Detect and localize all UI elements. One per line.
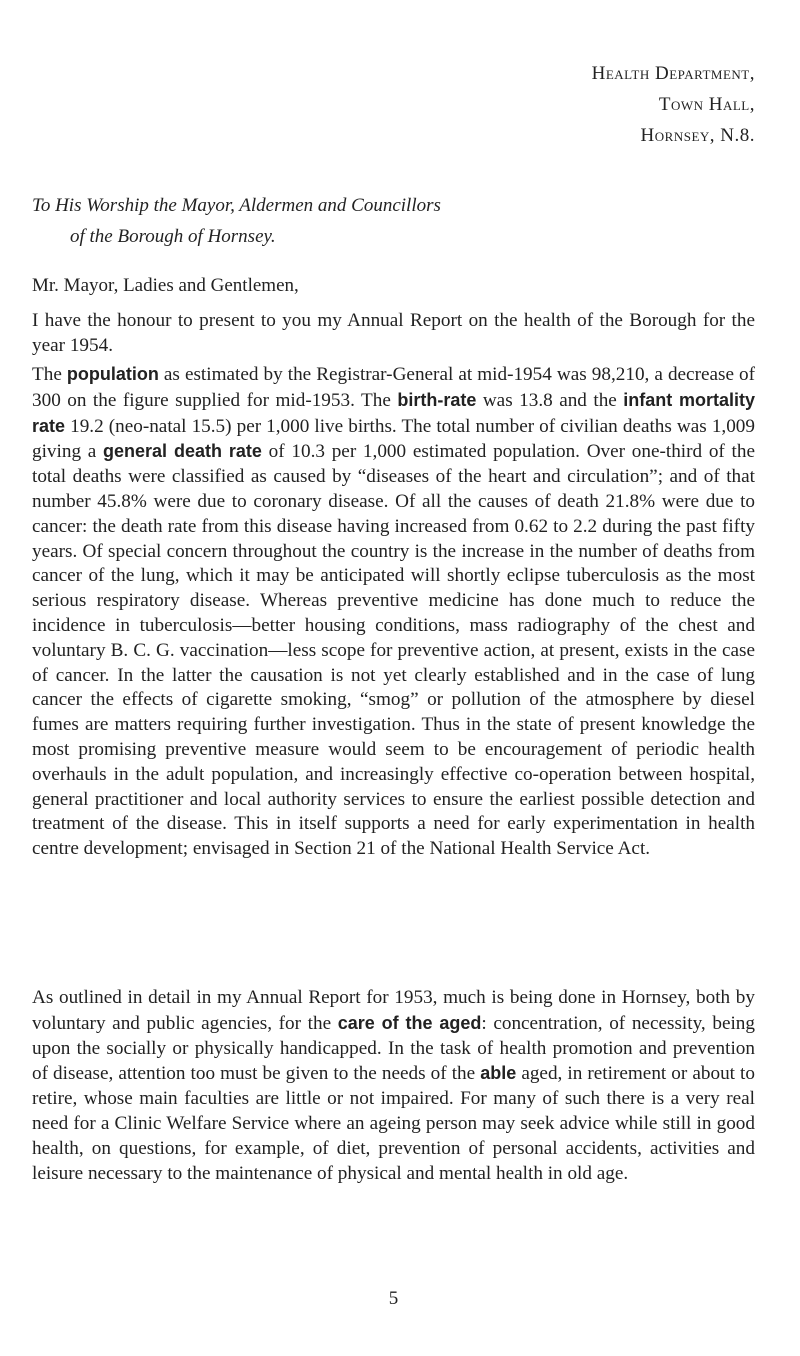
greeting: Mr. Mayor, Ladies and Gentlemen, [32, 275, 299, 296]
text-span: as estimated by the Registrar-General at mid-1954 was 98,210, a decrease of 300 on the figure supplied for mid-1953. The [32, 364, 756, 411]
bold-term-care-of-the-aged: care of the aged [337, 1012, 482, 1033]
text-span: The [32, 364, 67, 385]
addressee [32, 190, 441, 252]
addressee-line-2: of the Borough of Hornsey. [70, 226, 276, 247]
paragraph-introduction: I have the honour to present to you my Annual Report on the health of the Borough for the year 1954. [32, 310, 755, 356]
addressee-line-1: To His Worship the Mayor, Aldermen and Councillors [32, 195, 441, 216]
text-span: was 13.8 and the [476, 389, 624, 411]
bold-term-able: able [480, 1063, 517, 1084]
text-span: 19.2 (neo-natal 15.5) per 1,000 live births. The total number of civilian deaths was 1,009 giving a [32, 415, 755, 463]
bold-term-population: population [66, 364, 159, 384]
sender-address [592, 58, 755, 151]
text-span: of 10.3 per 1,000 estimated population. Over one-third of the total deaths were classified as caused by “diseases of the heart and circulation”; and of that number 45.8% were due to coronary disease. Of all the causes of death 21.8% were due to cancer: the death rate from this disease having increased from 0.62 to 2.2 during the past fifty years. Of special concern throughout the country is the increase in the number of deaths from cancer of the lung, which it may be anticipated will shortly eclipse tuberculosis as the most serious respiratory disease. Whereas preventive medicine has done much to reduce the incidence in tuberculosis—better housing conditions, mass radiography of the chest and voluntary B. C. G. vaccination—less scope for preventive action, at present, exists in the case of cancer. In the latter the causation is not yet clearly established and in the case of lung cancer the effects of cigarette smoking, “smog” or pollution of the atmosphere by diesel fumes are matters requiring further investigation. Thus in the state of present knowledge the most promising preventive measure would seem to be encouragement of periodic health overhauls in the adult population, and increasingly effective co-operation between hospital, general practitioner and local authority services to ensure the earliest possible detection and treatment of the disease. This in itself supports a need for early experimentation in health centre development; envisaged in Section 21 of the National Health Service Act. [32, 441, 755, 860]
text-span: aged, in retirement or about to retire, whose main faculties are little or not impaired. For many of such there is a very real need for a Clinic Welfare Service where an ageing person may seek advice while still in good health, on questions, for example, of diet, prevention of personal accidents, activities and leisure necessary to the maintenance of physical and mental health in old age. [32, 1063, 755, 1184]
bold-term-general-death-rate: general death rate [103, 441, 262, 462]
bold-term-infant-mortality-rate: infant mortality rate [32, 389, 755, 436]
address-line-2: Town Hall, [658, 94, 755, 115]
page-number: 5 [388, 1288, 399, 1309]
text-span: : concentration, of necessity, being upon the socially or physically handicapped. In the task of health promotion and prevention of disease, attention too must be given to the needs of the [32, 1012, 755, 1085]
paragraph-vital-statistics [32, 362, 755, 862]
text-span: As outlined in detail in my Annual Report for 1953, much is being done in Hornsey, both by voluntary and public agencies, for the [32, 987, 755, 1034]
address-line-3: Hornsey, N.8. [640, 125, 755, 146]
paragraph-care-of-aged [32, 986, 755, 1186]
address-line-1: Health Department, [591, 63, 755, 84]
bold-term-birth-rate: birth-rate [397, 389, 477, 410]
